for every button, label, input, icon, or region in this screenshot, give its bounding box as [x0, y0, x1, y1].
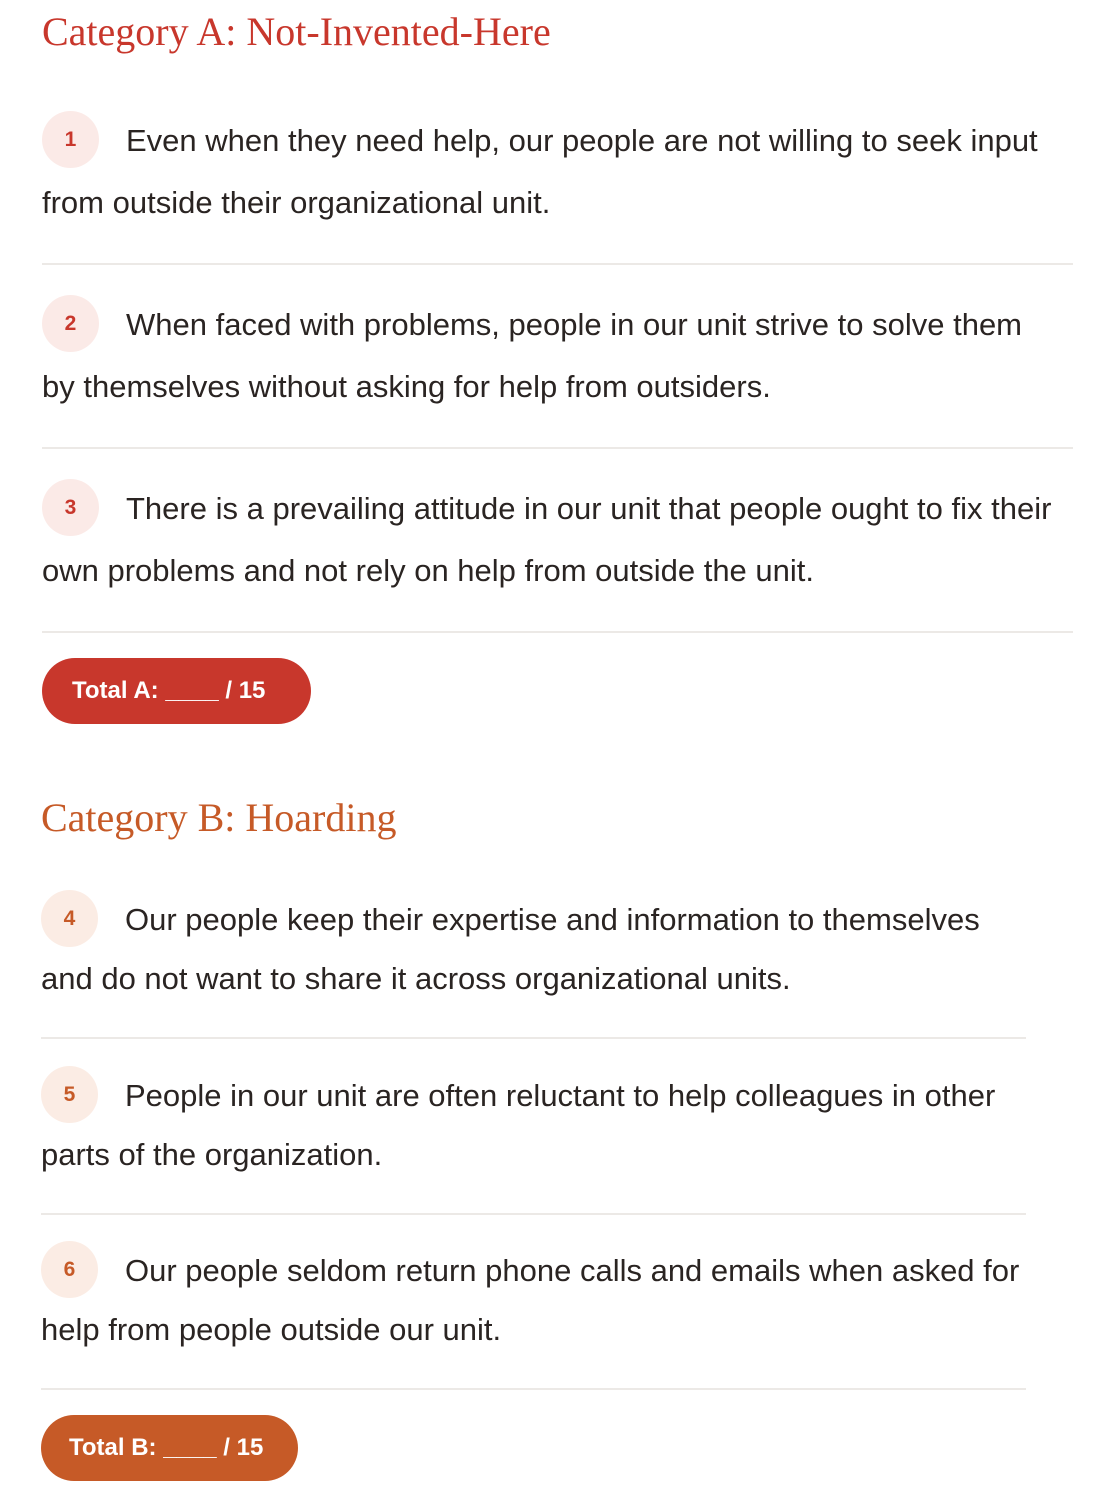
item-text: There is a prevailing attitude in our unit that people ought to fix their own problems and not rely on help from outside the unit. — [42, 491, 1052, 588]
item-number-badge: 5 — [41, 1066, 98, 1123]
divider — [41, 1388, 1026, 1390]
item-text: Our people keep their expertise and information to themselves and do not want to share it across organizational units. — [41, 902, 980, 997]
category-a-title: Category A: Not-Invented-Here — [42, 9, 551, 54]
survey-item — [42, 478, 1072, 602]
survey-item — [41, 1067, 1031, 1184]
divider — [42, 631, 1073, 633]
item-text: Even when they need help, our people are not willing to seek input from outside their organizational unit. — [42, 123, 1038, 220]
item-number-badge: 3 — [42, 479, 99, 536]
divider — [42, 447, 1073, 449]
survey-item — [42, 294, 1062, 418]
item-text: Our people seldom return phone calls and emails when asked for help from people outside our unit. — [41, 1253, 1020, 1348]
category-b-title: Category B: Hoarding — [41, 795, 397, 840]
item-text: People in our unit are often reluctant to help colleagues in other parts of the organization. — [41, 1078, 996, 1173]
divider — [41, 1213, 1026, 1215]
item-number-badge: 4 — [41, 890, 98, 947]
item-number-badge: 1 — [42, 111, 99, 168]
survey-item — [41, 891, 1021, 1008]
item-text: When faced with problems, people in our unit strive to solve them by themselves without asking for help from outsiders. — [42, 307, 1023, 404]
survey-item — [41, 1242, 1021, 1359]
total-b-pill: Total B: ____ / 15 — [41, 1415, 298, 1481]
divider — [42, 263, 1073, 265]
item-number-badge: 6 — [41, 1241, 98, 1298]
survey-item — [42, 110, 1062, 234]
item-number-badge: 2 — [42, 295, 99, 352]
total-a-pill: Total A: ____ / 15 — [42, 658, 311, 724]
divider — [41, 1037, 1026, 1039]
